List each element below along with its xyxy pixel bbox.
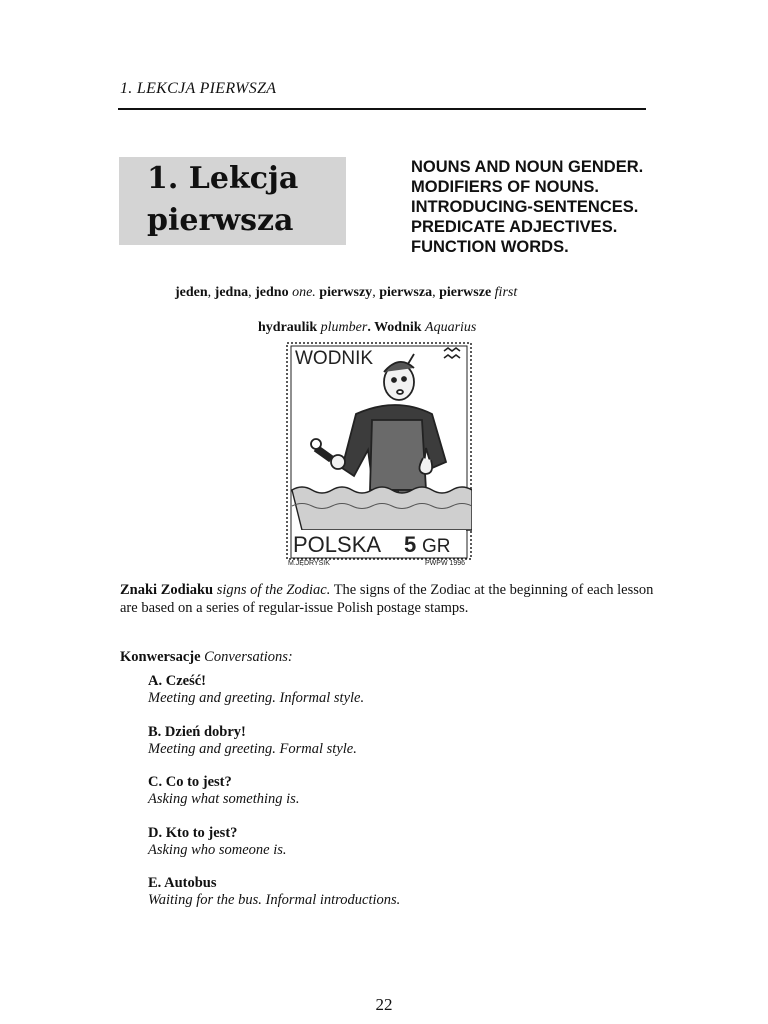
vocab-gloss: one. <box>292 285 316 300</box>
header-rule <box>118 108 646 110</box>
vocab-word: Wodnik <box>374 320 422 335</box>
conversation-item <box>148 875 400 926</box>
conversation-item <box>148 673 400 724</box>
conversation-item <box>148 774 400 825</box>
topic-item: INTRODUCING-SENTENCES. <box>411 198 639 216</box>
stamp-artist: M.JĘDRYSIK <box>288 560 330 566</box>
water-waves <box>292 487 472 530</box>
vocab-gloss: first <box>494 285 518 300</box>
vocab-word: pierwszy <box>319 285 373 300</box>
topic-item: NOUNS AND NOUN GENDER. <box>411 158 644 176</box>
conversation-item <box>148 825 400 876</box>
conversation-title: B. Dzień dobry! <box>148 723 246 740</box>
lesson-title-line-1: 1. Lekcja <box>147 161 299 196</box>
conversation-description: Asking what something is. <box>148 791 300 807</box>
conversations-gloss: Conversations: <box>204 649 293 665</box>
conversation-description: Waiting for the bus. Informal introductions. <box>148 892 401 908</box>
zodiac-paragraph <box>120 581 660 617</box>
conversation-title: D. Kto to jest? <box>148 824 238 841</box>
zodiac-text: The signs of the Zodiac at the beginning of each lesson are based on a series of regular-issue Polish postage stamps. <box>120 582 654 616</box>
vocab-word: pierwsze <box>439 285 492 300</box>
vocab-word: jedna <box>214 285 249 300</box>
conversation-list <box>148 673 400 926</box>
conversations-term: Konwersacje <box>120 649 201 665</box>
vocab-line-stamp: hydraulik plumber. Wodnik Aquarius <box>258 320 477 335</box>
conversation-title: A. Cześć! <box>148 673 206 689</box>
conversations-heading <box>120 649 293 666</box>
conversation-item <box>148 724 400 775</box>
topic-item: PREDICATE ADJECTIVES. <box>411 218 618 236</box>
vocab-gloss: Aquarius <box>425 320 477 335</box>
vocab-word: hydraulik <box>258 320 318 335</box>
lesson-topics <box>411 157 643 257</box>
vocab-gloss: plumber <box>320 320 368 335</box>
topic-item: FUNCTION WORDS. <box>411 238 569 256</box>
conversation-title: E. Autobus <box>148 875 217 891</box>
stamp-value: 5 <box>404 532 417 557</box>
aquarius-stamp-image <box>286 342 472 566</box>
stamp-currency: GR <box>422 536 451 557</box>
zodiac-term: Znaki Zodiaku <box>120 582 214 598</box>
conversation-description: Meeting and greeting. Formal style. <box>148 740 357 757</box>
stamp-country: POLSKA <box>293 532 382 557</box>
running-head: 1. LEKCJA PIERWSZA <box>120 80 277 97</box>
conversation-description: Asking who someone is. <box>148 841 287 858</box>
zodiac-gloss: signs of the Zodiac. <box>216 582 331 598</box>
vocab-word: pierwsza <box>379 285 433 300</box>
lesson-title-box <box>119 157 346 245</box>
stamp-top-label: WODNIK <box>295 348 374 369</box>
vocab-word: jedno <box>255 285 289 300</box>
stamp-printer: PWPW 1996 <box>425 560 466 566</box>
conversation-title: C. Co to jest? <box>148 774 232 790</box>
lesson-title-line-2: pierwsza <box>147 203 294 238</box>
vocab-word: jeden <box>175 285 208 300</box>
topic-item: MODIFIERS OF NOUNS. <box>411 178 599 196</box>
page-number: 22 <box>375 995 393 1014</box>
conversation-description: Meeting and greeting. Informal style. <box>148 690 365 706</box>
vocab-line-numbers: jeden, jedna, jedno one. pierwszy, pierwsza, pierwsze first <box>175 285 518 300</box>
